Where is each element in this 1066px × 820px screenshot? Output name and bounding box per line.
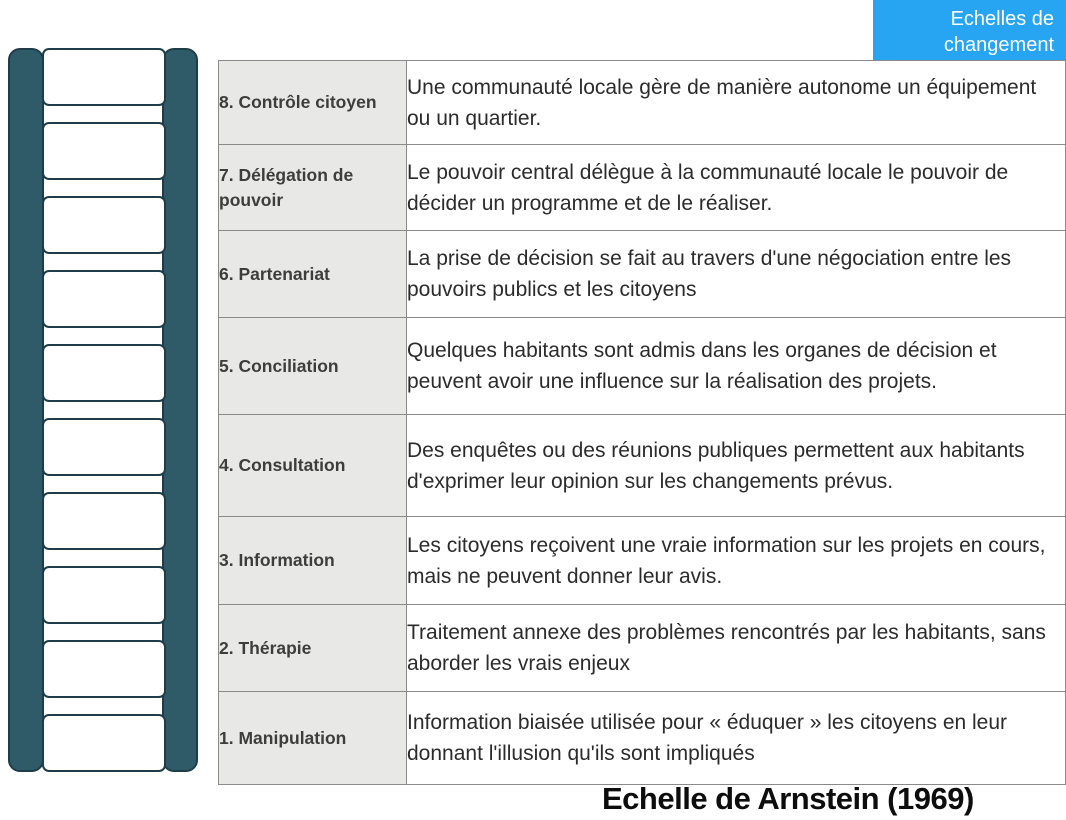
ladder-rung [42,196,166,254]
ladder-rung [42,48,166,106]
level-name: 6. Partenariat [219,231,407,318]
figure-caption: Echelle de Arnstein (1969) [602,781,974,816]
table-row [219,61,1066,145]
level-description: Quelques habitants sont admis dans les organes de décision et peuvent avoir une influence sur la réalisation des projets. [407,318,1066,415]
table-row [219,318,1066,415]
ladder-rung [42,344,166,402]
level-description: Information biaisée utilisée pour « éduquer » les citoyens en leur donnant l'illusion qu'ils sont impliqués [407,692,1066,785]
level-description: Une communauté locale gère de manière autonome un équipement ou un quartier. [407,61,1066,145]
table-row [219,605,1066,692]
ladder-rung [42,566,166,624]
level-description: Les citoyens reçoivent une vraie information sur les projets en cours, mais ne peuvent donner leur avis. [407,517,1066,605]
level-description: La prise de décision se fait au travers d'une négociation entre les pouvoirs publics et les citoyens [407,231,1066,318]
level-name: 7. Délégation de pouvoir [219,145,407,231]
ladder-illustration [0,0,210,780]
table-row [219,415,1066,517]
ladder-rail-right [162,48,198,772]
table-row [219,145,1066,231]
level-name: 1. Manipulation [219,692,407,785]
badge-line-1: Echelles de [950,8,1054,30]
title-badge [873,0,1066,64]
level-description: Le pouvoir central délègue à la communauté locale le pouvoir de décider un programme et de le réaliser. [407,145,1066,231]
level-name: 3. Information [219,517,407,605]
arnstein-scale-table [218,60,1066,785]
level-name: 8. Contrôle citoyen [219,61,407,145]
ladder-rung [42,714,166,772]
badge-line-2: changement [943,34,1054,56]
ladder-rung [42,122,166,180]
table-row [219,231,1066,318]
level-description: Des enquêtes ou des réunions publiques permettent aux habitants d'exprimer leur opinion sur les changements prévus. [407,415,1066,517]
level-name: 4. Consultation [219,415,407,517]
ladder-rail-left [8,48,44,772]
table-row [219,692,1066,785]
level-name: 5. Conciliation [219,318,407,415]
ladder-rung [42,418,166,476]
ladder-rung [42,492,166,550]
ladder-rung [42,270,166,328]
level-name: 2. Thérapie [219,605,407,692]
level-description: Traitement annexe des problèmes rencontrés par les habitants, sans aborder les vrais enjeux [407,605,1066,692]
ladder-rung [42,640,166,698]
table-row [219,517,1066,605]
